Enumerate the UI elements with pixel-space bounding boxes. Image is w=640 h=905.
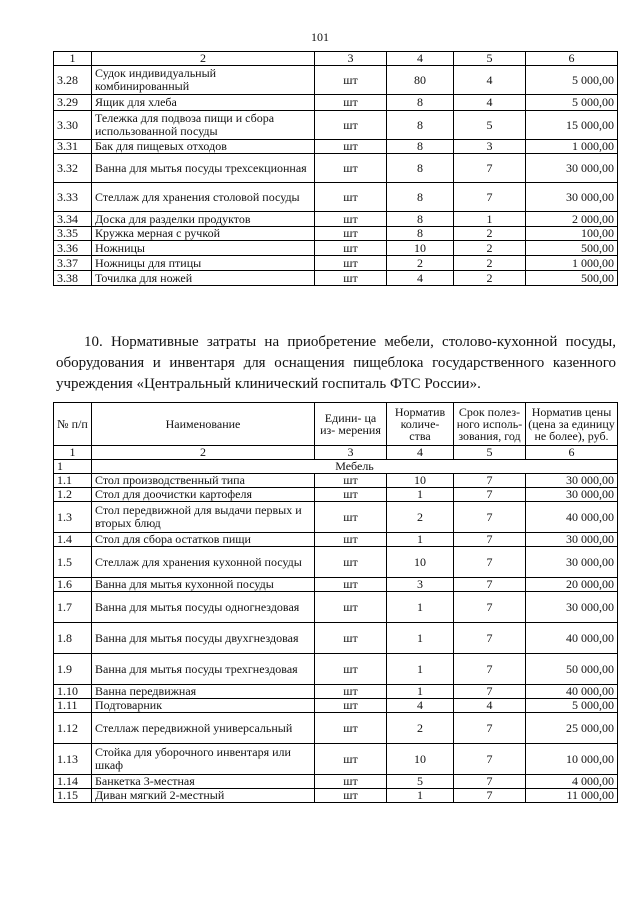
column-number-row <box>54 446 618 460</box>
table-row <box>54 789 618 803</box>
table-row <box>54 183 618 212</box>
row-number: 1.8 <box>54 623 92 654</box>
unit: шт <box>315 111 387 140</box>
unit: шт <box>315 713 387 744</box>
section-heading: 10. Нормативные затраты на приобретение мебели, столово-кухонной посуды, оборудования и инвентаря для оснащения пищеблока государственного казенного учреждения «Центральный клинический госпиталь ФТС России». <box>56 334 616 392</box>
item-name: Доска для разделки продуктов <box>92 212 315 227</box>
price-norm: 40 000,00 <box>526 685 618 699</box>
quantity-norm: 1 <box>387 789 454 803</box>
unit: шт <box>315 66 387 95</box>
column-number: 1 <box>54 446 92 460</box>
item-name: Ножницы для птицы <box>92 256 315 271</box>
table-row <box>54 744 618 775</box>
row-number: 3.30 <box>54 111 92 140</box>
quantity-norm: 8 <box>387 212 454 227</box>
unit: шт <box>315 592 387 623</box>
furniture-norms-table <box>53 402 618 803</box>
item-name: Кружка мерная с ручкой <box>92 227 315 241</box>
unit: шт <box>315 95 387 111</box>
quantity-norm: 2 <box>387 256 454 271</box>
service-life: 7 <box>454 713 526 744</box>
row-number: 3.35 <box>54 227 92 241</box>
page-number: 101 <box>311 30 329 44</box>
item-name: Стойка для уборочного инвентаря или шкаф <box>92 744 315 775</box>
quantity-norm: 5 <box>387 775 454 789</box>
table-row <box>54 227 618 241</box>
price-norm: 30 000,00 <box>526 488 618 502</box>
row-number: 3.37 <box>54 256 92 271</box>
price-norm: 1 000,00 <box>526 256 618 271</box>
column-number: 3 <box>315 52 387 66</box>
item-name: Ванна для мытья посуды трехгнездовая <box>92 654 315 685</box>
row-number: 1.13 <box>54 744 92 775</box>
service-life: 7 <box>454 474 526 488</box>
quantity-norm: 4 <box>387 699 454 713</box>
unit: шт <box>315 578 387 592</box>
table-row <box>54 502 618 533</box>
quantity-norm: 10 <box>387 744 454 775</box>
header-quantity: Норматив количе- ства <box>387 403 454 446</box>
table-row <box>54 533 618 547</box>
price-norm: 1 000,00 <box>526 140 618 154</box>
service-life: 7 <box>454 775 526 789</box>
section-title: Мебель <box>92 460 618 474</box>
unit: шт <box>315 227 387 241</box>
table-row <box>54 256 618 271</box>
column-number: 5 <box>454 52 526 66</box>
table-row <box>54 474 618 488</box>
price-norm: 30 000,00 <box>526 592 618 623</box>
row-number: 3.36 <box>54 241 92 256</box>
service-life: 7 <box>454 654 526 685</box>
price-norm: 2 000,00 <box>526 212 618 227</box>
item-name: Стол передвижной для выдачи первых и вторых блюд <box>92 502 315 533</box>
quantity-norm: 8 <box>387 183 454 212</box>
item-name: Банкетка 3-местная <box>92 775 315 789</box>
service-life: 7 <box>454 578 526 592</box>
quantity-norm: 1 <box>387 654 454 685</box>
column-number-row <box>54 52 618 66</box>
price-norm: 5 000,00 <box>526 699 618 713</box>
row-number: 1.3 <box>54 502 92 533</box>
unit: шт <box>315 699 387 713</box>
service-life: 2 <box>454 241 526 256</box>
table-row <box>54 140 618 154</box>
quantity-norm: 2 <box>387 713 454 744</box>
row-number: 3.33 <box>54 183 92 212</box>
column-number: 4 <box>387 52 454 66</box>
unit: шт <box>315 183 387 212</box>
table-row <box>54 547 618 578</box>
quantity-norm: 1 <box>387 592 454 623</box>
price-norm: 30 000,00 <box>526 533 618 547</box>
header-number: № п/п <box>54 403 92 446</box>
item-name: Ванна передвижная <box>92 685 315 699</box>
row-number: 3.28 <box>54 66 92 95</box>
item-name: Ванна для мытья посуды одногнездовая <box>92 592 315 623</box>
header-price: Норматив цены (цена за единицу не более), руб. <box>526 403 618 446</box>
column-number: 2 <box>92 52 315 66</box>
unit: шт <box>315 502 387 533</box>
quantity-norm: 10 <box>387 547 454 578</box>
unit: шт <box>315 154 387 183</box>
item-name: Ванна для мытья кухонной посуды <box>92 578 315 592</box>
unit: шт <box>315 547 387 578</box>
row-number: 1.5 <box>54 547 92 578</box>
quantity-norm: 1 <box>387 685 454 699</box>
price-norm: 4 000,00 <box>526 775 618 789</box>
quantity-norm: 10 <box>387 474 454 488</box>
item-name: Тележка для подвоза пищи и сбора использованной посуды <box>92 111 315 140</box>
table-row <box>54 212 618 227</box>
service-life: 7 <box>454 488 526 502</box>
item-name: Стол производственный типа <box>92 474 315 488</box>
table-row <box>54 654 618 685</box>
row-number: 1.14 <box>54 775 92 789</box>
service-life: 7 <box>454 685 526 699</box>
quantity-norm: 1 <box>387 623 454 654</box>
table-row <box>54 111 618 140</box>
service-life: 1 <box>454 212 526 227</box>
service-life: 7 <box>454 533 526 547</box>
unit: шт <box>315 140 387 154</box>
item-name: Стеллаж передвижной универсальный <box>92 713 315 744</box>
price-norm: 25 000,00 <box>526 713 618 744</box>
table-row <box>54 699 618 713</box>
column-number: 6 <box>526 52 618 66</box>
table-row <box>54 578 618 592</box>
service-life: 4 <box>454 66 526 95</box>
unit: шт <box>315 271 387 286</box>
unit: шт <box>315 488 387 502</box>
price-norm: 40 000,00 <box>526 623 618 654</box>
header-name: Наименование <box>92 403 315 446</box>
price-norm: 30 000,00 <box>526 547 618 578</box>
item-name: Ванна для мытья посуды двухгнездовая <box>92 623 315 654</box>
table-row <box>54 241 618 256</box>
row-number: 1.15 <box>54 789 92 803</box>
row-number: 1.7 <box>54 592 92 623</box>
column-number: 1 <box>54 52 92 66</box>
unit: шт <box>315 212 387 227</box>
row-number: 1.1 <box>54 474 92 488</box>
service-life: 2 <box>454 271 526 286</box>
service-life: 4 <box>454 699 526 713</box>
row-number: 1.2 <box>54 488 92 502</box>
price-norm: 10 000,00 <box>526 744 618 775</box>
quantity-norm: 10 <box>387 241 454 256</box>
row-number: 1.10 <box>54 685 92 699</box>
item-name: Ящик для хлеба <box>92 95 315 111</box>
service-life: 7 <box>454 744 526 775</box>
price-norm: 50 000,00 <box>526 654 618 685</box>
table-row <box>54 488 618 502</box>
price-norm: 30 000,00 <box>526 183 618 212</box>
quantity-norm: 8 <box>387 140 454 154</box>
unit: шт <box>315 654 387 685</box>
service-life: 2 <box>454 227 526 241</box>
price-norm: 15 000,00 <box>526 111 618 140</box>
service-life: 4 <box>454 95 526 111</box>
item-name: Судок индивидуальный комбинированный <box>92 66 315 95</box>
price-norm: 30 000,00 <box>526 474 618 488</box>
row-number: 3.32 <box>54 154 92 183</box>
header-unit: Едини- ца из- мерения <box>315 403 387 446</box>
unit: шт <box>315 775 387 789</box>
table-row <box>54 66 618 95</box>
row-number: 3.31 <box>54 140 92 154</box>
price-norm: 20 000,00 <box>526 578 618 592</box>
column-number: 5 <box>454 446 526 460</box>
item-name: Ножницы <box>92 241 315 256</box>
row-number: 3.34 <box>54 212 92 227</box>
table-row <box>54 154 618 183</box>
unit: шт <box>315 256 387 271</box>
price-norm: 100,00 <box>526 227 618 241</box>
item-name: Подтоварник <box>92 699 315 713</box>
table-row <box>54 95 618 111</box>
quantity-norm: 8 <box>387 227 454 241</box>
table-row <box>54 271 618 286</box>
item-name: Ванна для мытья посуды трехсекционная <box>92 154 315 183</box>
unit: шт <box>315 623 387 654</box>
service-life: 7 <box>454 502 526 533</box>
row-number: 3.29 <box>54 95 92 111</box>
price-norm: 500,00 <box>526 241 618 256</box>
unit: шт <box>315 789 387 803</box>
quantity-norm: 1 <box>387 488 454 502</box>
unit: шт <box>315 533 387 547</box>
quantity-norm: 8 <box>387 95 454 111</box>
table-row <box>54 713 618 744</box>
item-name: Стеллаж для хранения кухонной посуды <box>92 547 315 578</box>
price-norm: 500,00 <box>526 271 618 286</box>
item-name: Бак для пищевых отходов <box>92 140 315 154</box>
item-name: Стол для доочистки картофеля <box>92 488 315 502</box>
column-number: 2 <box>92 446 315 460</box>
section-row <box>54 460 618 474</box>
section-number: 1 <box>54 460 92 474</box>
item-name: Точилка для ножей <box>92 271 315 286</box>
price-norm: 11 000,00 <box>526 789 618 803</box>
quantity-norm: 4 <box>387 271 454 286</box>
row-number: 1.6 <box>54 578 92 592</box>
quantity-norm: 80 <box>387 66 454 95</box>
service-life: 5 <box>454 111 526 140</box>
quantity-norm: 8 <box>387 111 454 140</box>
service-life: 7 <box>454 154 526 183</box>
quantity-norm: 3 <box>387 578 454 592</box>
service-life: 7 <box>454 789 526 803</box>
quantity-norm: 2 <box>387 502 454 533</box>
service-life: 2 <box>454 256 526 271</box>
service-life: 7 <box>454 547 526 578</box>
row-number: 3.38 <box>54 271 92 286</box>
column-number: 4 <box>387 446 454 460</box>
row-number: 1.9 <box>54 654 92 685</box>
service-life: 3 <box>454 140 526 154</box>
service-life: 7 <box>454 623 526 654</box>
header-row <box>54 403 618 446</box>
quantity-norm: 8 <box>387 154 454 183</box>
row-number: 1.4 <box>54 533 92 547</box>
column-number: 6 <box>526 446 618 460</box>
row-number: 1.12 <box>54 713 92 744</box>
item-name: Диван мягкий 2-местный <box>92 789 315 803</box>
continued-equipment-table <box>53 51 618 286</box>
unit: шт <box>315 241 387 256</box>
quantity-norm: 1 <box>387 533 454 547</box>
table-row <box>54 623 618 654</box>
price-norm: 5 000,00 <box>526 95 618 111</box>
table-row <box>54 592 618 623</box>
service-life: 7 <box>454 592 526 623</box>
unit: шт <box>315 744 387 775</box>
table-row <box>54 685 618 699</box>
header-service-life: Срок полез- ного исполь- зования, год <box>454 403 526 446</box>
price-norm: 40 000,00 <box>526 502 618 533</box>
price-norm: 30 000,00 <box>526 154 618 183</box>
price-norm: 5 000,00 <box>526 66 618 95</box>
table-row <box>54 775 618 789</box>
unit: шт <box>315 685 387 699</box>
unit: шт <box>315 474 387 488</box>
item-name: Стол для сбора остатков пищи <box>92 533 315 547</box>
service-life: 7 <box>454 183 526 212</box>
row-number: 1.11 <box>54 699 92 713</box>
column-number: 3 <box>315 446 387 460</box>
item-name: Стеллаж для хранения столовой посуды <box>92 183 315 212</box>
